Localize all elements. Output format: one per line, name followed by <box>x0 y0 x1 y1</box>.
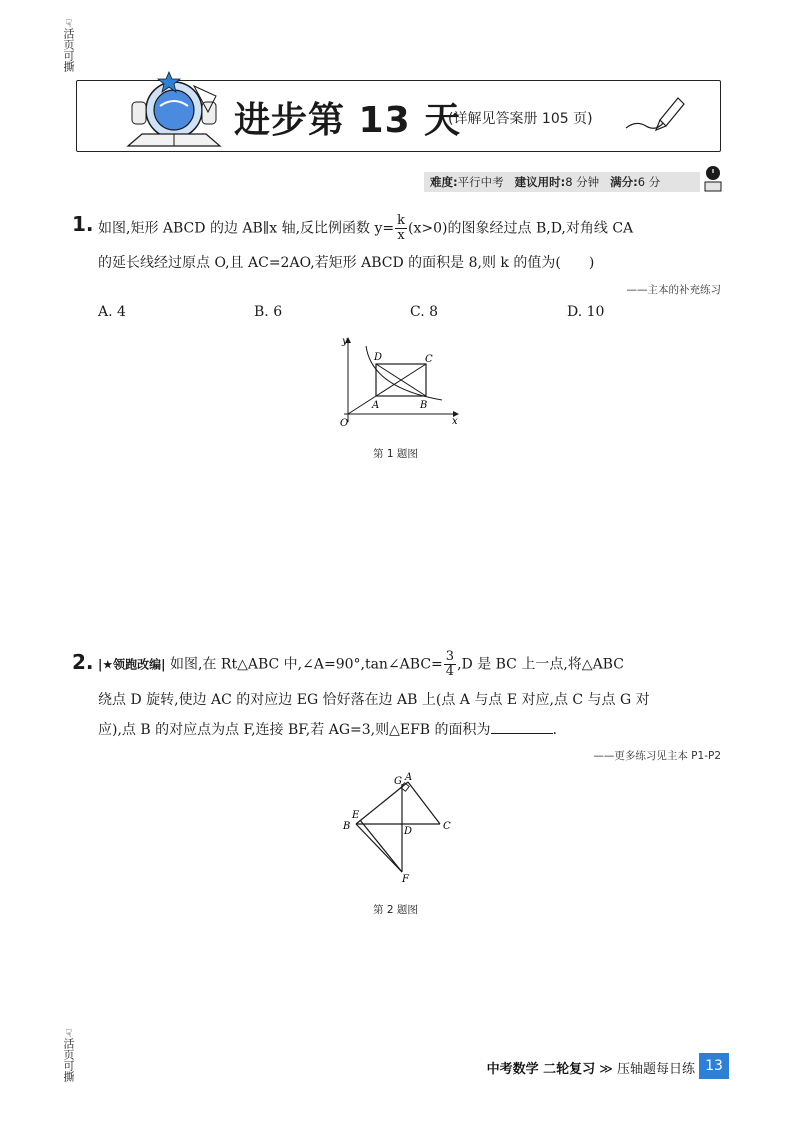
svg-text:x: x <box>452 416 458 427</box>
option-a: A. 4 <box>98 304 126 320</box>
segment-ab <box>356 782 408 824</box>
question-2-line-3: 应),点 B 的对应点为点 F,连接 BF,若 AG=3,则△EFB 的面积为 . <box>98 722 557 738</box>
svg-text:F: F <box>402 874 409 885</box>
svg-text:C: C <box>425 354 433 365</box>
svg-text:O: O <box>340 418 349 429</box>
fraction-k-over-x: $\frac{k}{x}$ <box>397 213 406 243</box>
hand-icon: ☞ <box>62 1028 75 1038</box>
fraction-3-over-4: $\frac{3}{4}$ <box>445 649 455 679</box>
question-1-figure <box>330 330 470 430</box>
svg-text:E: E <box>352 810 360 821</box>
segment-ef <box>360 820 402 872</box>
svg-text:C: C <box>443 821 451 832</box>
question-1-source: ——主本的补充练习 <box>626 284 721 296</box>
question-1-line-1: 如图,矩形 ABCD 的边 AB∥x 轴,反比例函数 y= $\frac{k}{x}$ (x>0)的图象经过点 B,D,对角线 CA <box>98 213 634 243</box>
question-2-number: 2. <box>72 650 94 674</box>
page-title: 进步第 13 天 <box>234 100 462 141</box>
page-number: 13 <box>699 1053 729 1079</box>
option-b: B. 6 <box>254 304 283 320</box>
figure-1-caption: 第 1 题图 <box>373 448 418 460</box>
svg-text:B: B <box>343 821 351 832</box>
segment-ac <box>408 782 440 824</box>
svg-text:D: D <box>404 826 413 837</box>
tear-off-tag-top: ☞活页可撕 <box>62 18 75 72</box>
option-c: C. 8 <box>410 304 439 320</box>
footer-book-info: 中考数学 二轮复习 ≫ 压轴题每日练 <box>486 1062 695 1077</box>
astronaut-mascot-icon <box>124 66 224 152</box>
svg-text:G: G <box>394 776 402 787</box>
source-tag: |★领跑改编| <box>98 657 166 672</box>
question-1-number: 1. <box>72 212 94 236</box>
answer-reference: (详解见答案册 105 页) <box>448 111 593 127</box>
question-2-source: ——更多练习见主本 P1-P2 <box>593 750 721 762</box>
hand-icon: ☞ <box>62 18 75 28</box>
figure-2-caption: 第 2 题图 <box>373 904 418 916</box>
option-d: D. 10 <box>567 304 605 320</box>
segment-bf <box>356 824 402 872</box>
meta-info: 难度:平行中考 建议用时:8 分钟 满分:6 分 <box>430 175 661 189</box>
pen-icon <box>620 90 690 136</box>
star-icon: ★ <box>102 657 114 672</box>
svg-text:B: B <box>420 400 428 411</box>
svg-text:A: A <box>405 772 413 783</box>
question-2-figure <box>336 770 466 888</box>
svg-text:y: y <box>342 336 348 347</box>
tear-off-tag-bottom: ☞活页可撕 <box>62 1028 75 1082</box>
question-2-line-2: 绕点 D 旋转,使边 AC 的对应边 EG 恰好落在边 AB 上(点 A 与点 E 对应,点 C 与点 G 对 <box>98 692 650 708</box>
svg-text:A: A <box>372 400 380 411</box>
answer-blank[interactable] <box>491 721 553 734</box>
question-1-line-2: 的延长线经过原点 O,且 AC=2AO,若矩形 ABCD 的面积是 8,则 k 的值为( ) <box>98 255 595 271</box>
alarm-clock-icon <box>702 164 724 192</box>
question-2-line-1: |★领跑改编| 如图,在 Rt△ABC 中,∠A=90°,tan∠ABC= $\frac{3}{4}$ ,D 是 BC 上一点,将△ABC <box>98 649 624 679</box>
svg-text:D: D <box>374 352 383 363</box>
